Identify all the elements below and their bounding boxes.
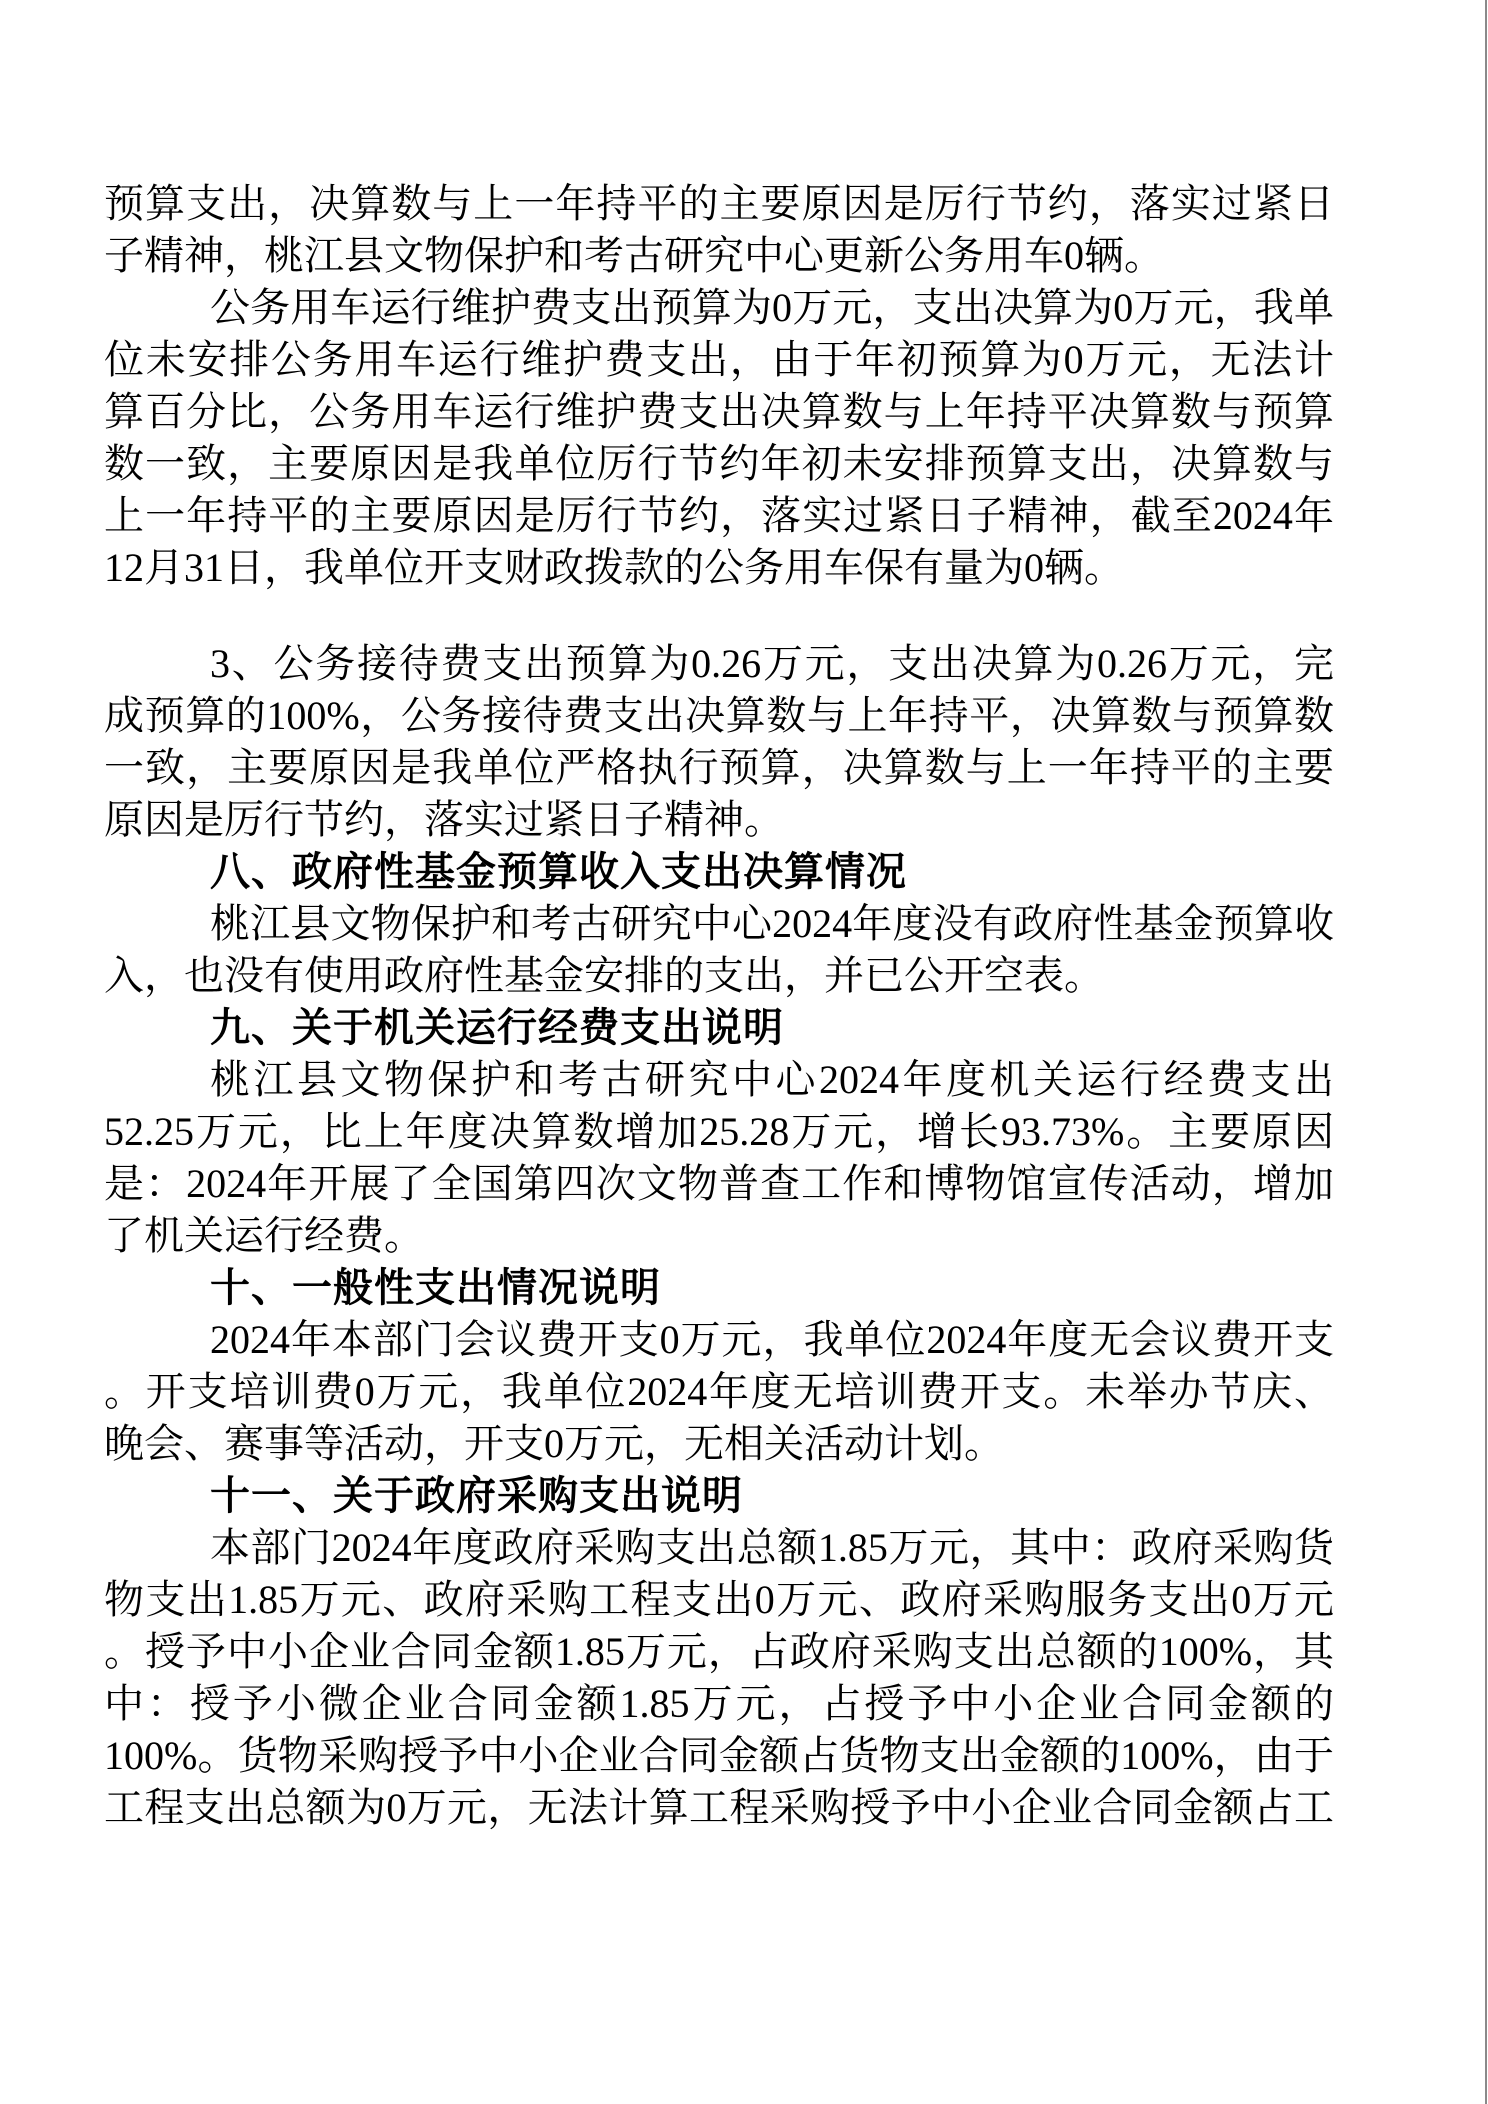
body-text-line: 子精神，桃江县文物保护和考古研究中心更新公务用车0辆。 xyxy=(104,233,1164,278)
body-text-line: 一致，主要原因是我单位严格执行预算，决算数与上一年持平的主要 xyxy=(104,745,1334,790)
section-heading-line: 十一、关于政府采购支出说明 xyxy=(210,1474,743,1518)
body-text-line: 位未安排公务用车运行维护费支出，由于年初预算为0万元，无法计 xyxy=(104,337,1334,382)
body-text-line: 物支出1.85万元、政府采购工程支出0万元、政府采购服务支出0万元 xyxy=(104,1577,1334,1622)
document-content xyxy=(104,178,1334,1834)
body-text-line: 算百分比，公务用车运行维护费支出决算数与上年持平决算数与预算 xyxy=(104,389,1334,434)
page-edge-line xyxy=(1485,0,1487,2104)
body-text-line: 。开支培训费0万元，我单位2024年度无培训费开支。未举办节庆、 xyxy=(104,1369,1334,1414)
body-text-line: 成预算的100%，公务接待费支出决算数与上年持平，决算数与预算数 xyxy=(104,693,1334,738)
body-text-line: 100%。货物采购授予中小企业合同金额占货物支出金额的100%，由于 xyxy=(104,1733,1334,1778)
section-heading-line: 十、一般性支出情况说明 xyxy=(210,1266,661,1310)
body-text-line: 工程支出总额为0万元，无法计算工程采购授予中小企业合同金额占工 xyxy=(104,1785,1334,1830)
body-text-line: 本部门2024年度政府采购支出总额1.85万元，其中：政府采购货 xyxy=(210,1525,1334,1570)
body-text-line: 数一致，主要原因是我单位厉行节约年初未安排预算支出，决算数与 xyxy=(104,441,1334,486)
section-heading-line: 九、关于机关运行经费支出说明 xyxy=(210,1006,784,1050)
body-text-line: 52.25万元，比上年度决算数增加25.28万元，增长93.73%。主要原因 xyxy=(104,1109,1334,1154)
body-text-line: 了机关运行经费。 xyxy=(104,1213,424,1258)
body-text-line: 上一年持平的主要原因是厉行节约，落实过紧日子精神，截至2024年 xyxy=(104,493,1334,538)
paragraph-spacer xyxy=(104,594,1334,638)
body-text-line: 是：2024年开展了全国第四次文物普查工作和博物馆宣传活动，增加 xyxy=(104,1161,1334,1206)
body-text-line: 。授予中小企业合同金额1.85万元，占政府采购支出总额的100%，其 xyxy=(104,1629,1334,1674)
body-text-line: 桃江县文物保护和考古研究中心2024年度没有政府性基金预算收 xyxy=(210,901,1334,946)
body-text-line: 原因是厉行节约，落实过紧日子精神。 xyxy=(104,797,784,842)
body-text-line: 预算支出，决算数与上一年持平的主要原因是厉行节约，落实过紧日 xyxy=(104,181,1334,226)
body-text-line: 入，也没有使用政府性基金安排的支出，并已公开空表。 xyxy=(104,953,1104,998)
body-text-line: 12月31日，我单位开支财政拨款的公务用车保有量为0辆。 xyxy=(104,545,1124,590)
body-text-line: 公务用车运行维护费支出预算为0万元，支出决算为0万元，我单 xyxy=(210,285,1334,330)
body-text-line: 2024年本部门会议费开支0万元，我单位2024年度无会议费开支 xyxy=(210,1317,1334,1362)
body-text-line: 桃江县文物保护和考古研究中心2024年度机关运行经费支出 xyxy=(210,1057,1334,1102)
body-text-line: 3、公务接待费支出预算为0.26万元，支出决算为0.26万元，完 xyxy=(210,641,1334,686)
body-text-line: 晚会、赛事等活动，开支0万元，无相关活动计划。 xyxy=(104,1421,1004,1466)
section-heading-line: 八、政府性基金预算收入支出决算情况 xyxy=(210,850,907,894)
body-text-line: 中：授予小微企业合同金额1.85万元，占授予中小企业合同金额的 xyxy=(104,1681,1334,1726)
